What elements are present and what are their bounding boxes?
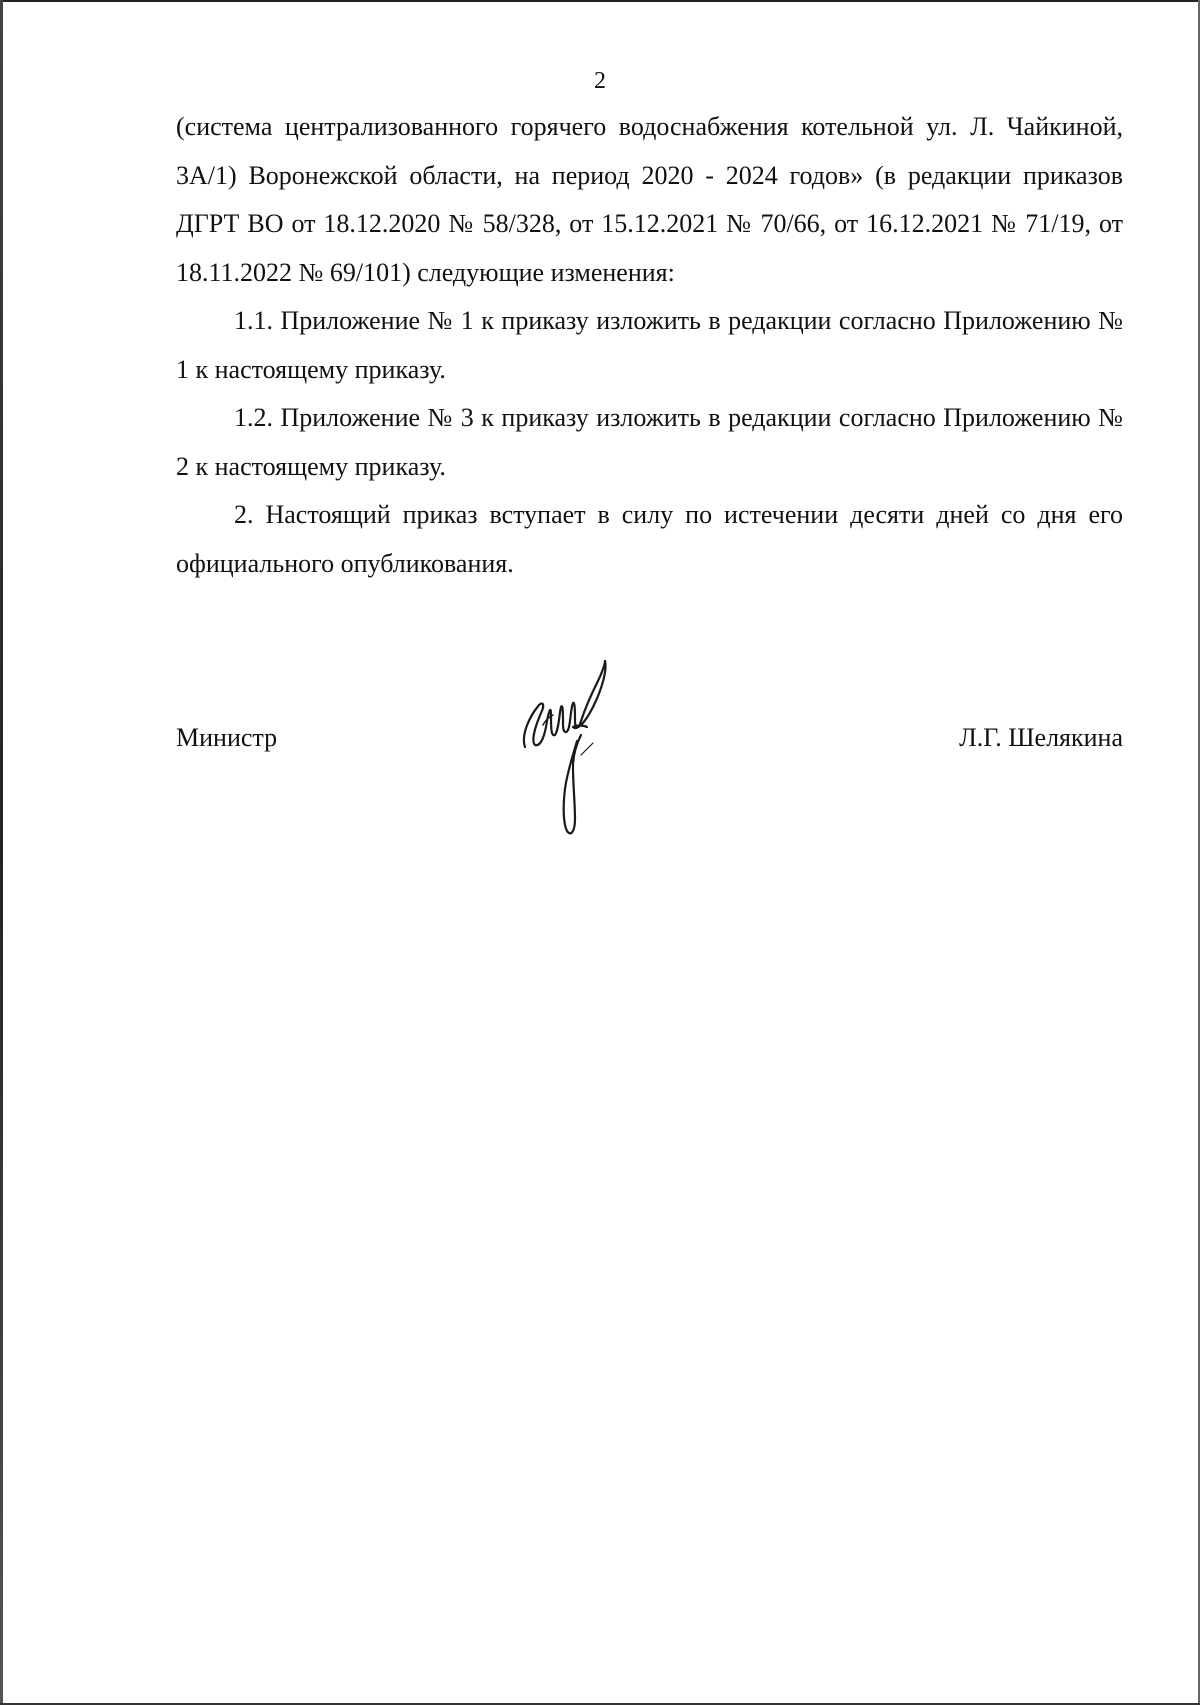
paragraph-continuation: (система централизованного горячего водоснабжения котельной ул. Л. Чайкиной, 3А/1) Воронежской области, на период 2020 - 2024 годов» (в редакции приказов ДГРТ ВО от 18.12.2020 № 58/328, от 15.12.2021 № 70/66, от 16.12.2021 № 71/19, от 18.11.2022 № 69/101) следующие изменения: bbox=[176, 112, 1123, 287]
signatory-title: Министр bbox=[176, 723, 278, 752]
scan-edge-left bbox=[0, 0, 3, 1705]
document-body bbox=[176, 103, 1123, 588]
page-number: 2 bbox=[594, 68, 606, 94]
paragraph-item-1-2: 1.2. Приложение № 3 к приказу изложить в редакции согласно Приложению № 2 к настоящему приказу. bbox=[176, 403, 1123, 481]
signature-block bbox=[176, 718, 1123, 758]
scan-edge-top bbox=[0, 0, 1200, 2]
handwritten-signature bbox=[515, 655, 635, 855]
paragraph-item-1-1: 1.1. Приложение № 1 к приказу изложить в редакции согласно Приложению № 1 к настоящему приказу. bbox=[176, 306, 1123, 384]
signatory-name: Л.Г. Шелякина bbox=[959, 723, 1123, 752]
paragraph-item-2: 2. Настоящий приказ вступает в силу по истечении десяти дней со дня его официального опубликования. bbox=[176, 500, 1123, 578]
